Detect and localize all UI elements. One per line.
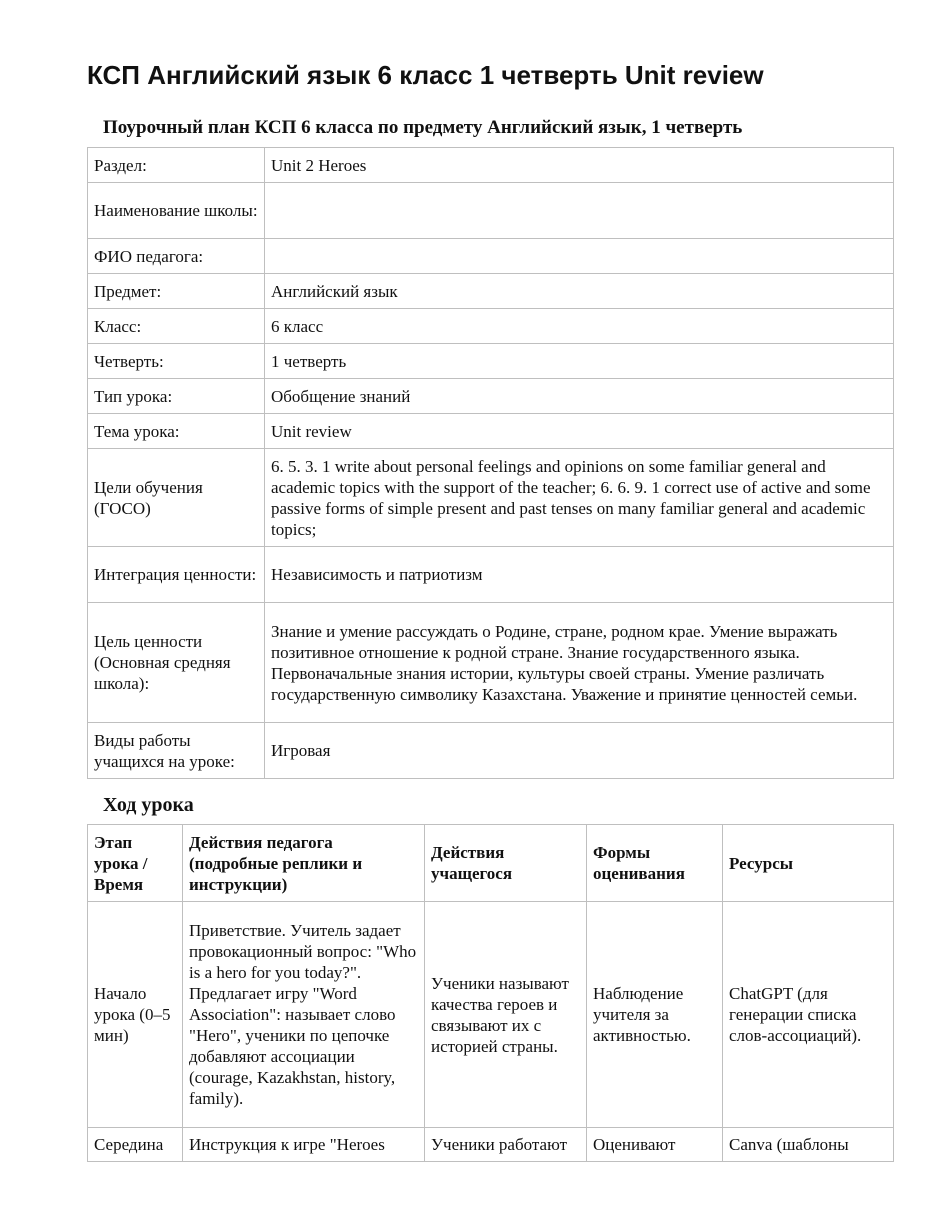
info-value: 6 класс bbox=[265, 309, 894, 344]
column-header: Ресурсы bbox=[723, 825, 894, 902]
column-header: Действия педагога (подробные реплики и инструкции) bbox=[183, 825, 425, 902]
table-cell: ChatGPT (для генерации списка слов-ассоциаций). bbox=[723, 902, 894, 1128]
lesson-info-table bbox=[87, 147, 894, 779]
table-row bbox=[88, 902, 894, 1128]
info-value: 6. 5. 3. 1 write about personal feelings and opinions on some familiar general and academic topics with the support of the teacher; 6. 6. 9. 1 correct use of active and some passive forms of simple present and past tenses on many familiar general and academic topics; bbox=[265, 449, 894, 547]
column-header: Этап урока / Время bbox=[88, 825, 183, 902]
table-row bbox=[88, 309, 894, 344]
info-value bbox=[265, 183, 894, 239]
table-row bbox=[88, 723, 894, 779]
info-label: Раздел: bbox=[88, 148, 265, 183]
info-label: Тип урока: bbox=[88, 379, 265, 414]
lesson-flow-table bbox=[87, 824, 894, 1162]
table-cell: Наблюдение учителя за активностью. bbox=[587, 902, 723, 1128]
table-cell: Оценивают bbox=[587, 1128, 723, 1162]
info-label: Цели обучения (ГОСО) bbox=[88, 449, 265, 547]
table-header-row bbox=[88, 825, 894, 902]
info-label: Тема урока: bbox=[88, 414, 265, 449]
plan-subtitle: Поурочный план КСП 6 класса по предмету Английский язык, 1 четверть bbox=[103, 117, 743, 138]
page-title: КСП Английский язык 6 класс 1 четверть Unit review bbox=[87, 60, 764, 90]
table-row bbox=[88, 344, 894, 379]
table-row bbox=[88, 603, 894, 723]
table-cell: Начало урока (0–5 мин) bbox=[88, 902, 183, 1128]
lesson-flow-heading: Ход урока bbox=[103, 794, 194, 816]
info-label: Наименование школы: bbox=[88, 183, 265, 239]
table-row bbox=[88, 449, 894, 547]
info-value bbox=[265, 239, 894, 274]
column-header: Действия учащегося bbox=[425, 825, 587, 902]
table-row bbox=[88, 274, 894, 309]
info-value: Независимость и патриотизм bbox=[265, 547, 894, 603]
table-row bbox=[88, 148, 894, 183]
info-label: Четверть: bbox=[88, 344, 265, 379]
info-label: Класс: bbox=[88, 309, 265, 344]
table-row bbox=[88, 1128, 894, 1162]
table-row bbox=[88, 239, 894, 274]
table-row bbox=[88, 547, 894, 603]
info-value: 1 четверть bbox=[265, 344, 894, 379]
info-label: Виды работы учащихся на уроке: bbox=[88, 723, 265, 779]
info-label: ФИО педагога: bbox=[88, 239, 265, 274]
info-value: Знание и умение рассуждать о Родине, стране, родном крае. Умение выражать позитивное отношение к родной стране. Знание государственного языка. Первоначальные знания истории, культуры своей страны. Умение различать государственную символику Казахстана. Уважение и принятие ценностей семьи. bbox=[265, 603, 894, 723]
info-value: Английский язык bbox=[265, 274, 894, 309]
info-label: Цель ценности (Основная средняя школа): bbox=[88, 603, 265, 723]
table-row bbox=[88, 379, 894, 414]
info-label: Предмет: bbox=[88, 274, 265, 309]
table-cell: Середина bbox=[88, 1128, 183, 1162]
info-value: Игровая bbox=[265, 723, 894, 779]
table-cell: Приветствие. Учитель задает провокационный вопрос: "Who is a hero for you today?". Предлагает игру "Word Association": называет слово "Hero", ученики по цепочке добавляют ассоциации (courage, Kazakhstan, history, family). bbox=[183, 902, 425, 1128]
info-label: Интеграция ценности: bbox=[88, 547, 265, 603]
table-cell: Ученики называют качества героев и связывают их с историей страны. bbox=[425, 902, 587, 1128]
table-cell: Canva (шаблоны bbox=[723, 1128, 894, 1162]
table-cell: Ученики работают bbox=[425, 1128, 587, 1162]
table-row bbox=[88, 183, 894, 239]
info-value: Обобщение знаний bbox=[265, 379, 894, 414]
info-value: Unit review bbox=[265, 414, 894, 449]
table-row bbox=[88, 414, 894, 449]
column-header: Формы оценивания bbox=[587, 825, 723, 902]
table-cell: Инструкция к игре "Heroes bbox=[183, 1128, 425, 1162]
info-value: Unit 2 Heroes bbox=[265, 148, 894, 183]
